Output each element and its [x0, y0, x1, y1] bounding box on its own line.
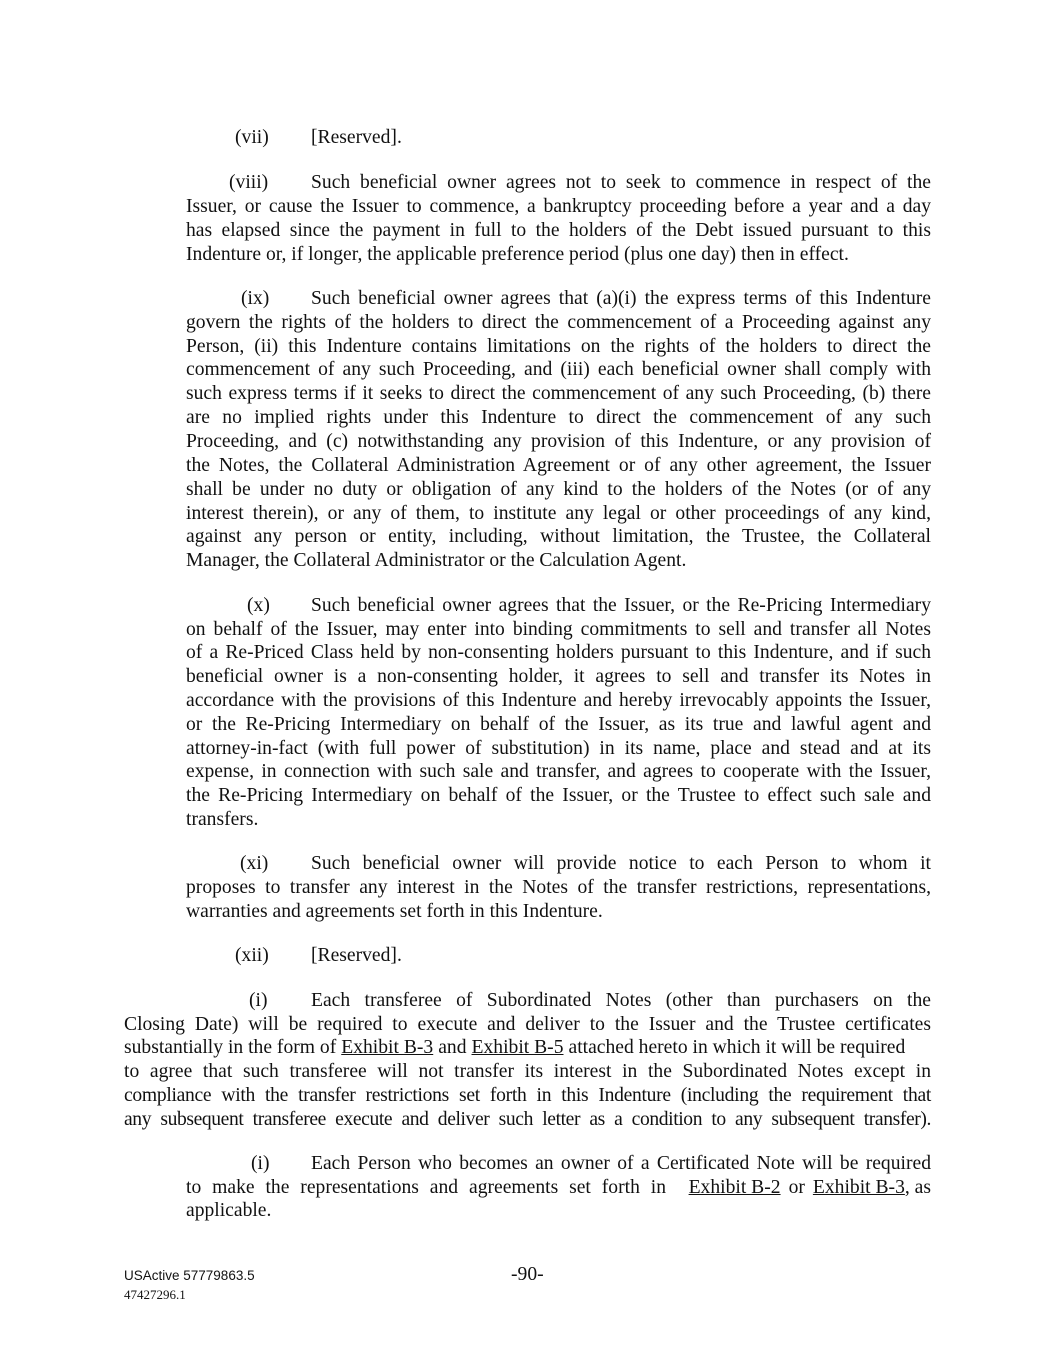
- clause-text-line: Each transferee of Subordinated Notes (other than purchasers on the: [311, 990, 931, 1011]
- clause-text-line: interest therein), or any of them, to institute any legal or other proceedings of any kind,: [186, 503, 931, 524]
- text-segment: or: [788, 1177, 805, 1198]
- clause-text-line: Closing Date) will be required to execute and deliver to the Issuer and the Trustee certificates: [124, 1014, 931, 1035]
- text-segment: substantially in the form of: [124, 1037, 337, 1058]
- clause-text-line: expense, in connection with such sale and transfer, and agrees to cooperate with the Issuer,: [186, 761, 931, 782]
- clause-text-line: Such beneficial owner agrees that (a)(i) the express terms of this Indenture: [311, 288, 931, 309]
- clause-text-line: attorney-in-fact (with full power of substitution) in its name, place and stead and at its: [186, 738, 931, 759]
- exhibit-b2-link[interactable]: Exhibit B-2: [688, 1177, 781, 1198]
- clause-text: [Reserved].: [311, 127, 402, 148]
- text-segment: to make the representations and agreements set forth in: [186, 1177, 667, 1198]
- clause-text-line: Issuer, or cause the Issuer to commence, a bankruptcy proceeding before a year and a day: [186, 196, 931, 217]
- clause-text-line: shall be under no duty or obligation of any kind to the holders of the Notes (or of any: [186, 479, 931, 500]
- text-segment: and: [438, 1037, 467, 1058]
- clause-text: [Reserved].: [311, 945, 402, 966]
- clause-text-line: accordance with the provisions of this Indenture and hereby irrevocably appoints the Issuer,: [186, 690, 931, 711]
- clause-text-line: Person, (ii) this Indenture contains limitations on the rights of the holders to direct the: [186, 336, 931, 357]
- clause-text-line: transfers.: [186, 809, 259, 830]
- clause-text-line: beneficial owner is a non-consenting holder, it agrees to sell and transfer its Notes in: [186, 666, 931, 687]
- clause-label: (xii): [235, 945, 269, 966]
- clause-text-line: Indenture or, if longer, the applicable preference period (plus one day) then in effect.: [186, 244, 849, 265]
- document-id-secondary: 47427296.1: [124, 1287, 186, 1302]
- clause-text-line: has elapsed since the payment in full to the holders of the Debt issued pursuant to this: [186, 220, 931, 241]
- clause-label: (xi): [240, 853, 269, 874]
- text-segment: attached hereto in which it will be required: [568, 1037, 906, 1058]
- clause-label: (x): [247, 595, 270, 616]
- clause-text-line: applicable.: [186, 1200, 272, 1221]
- page-number: -90-: [511, 1264, 544, 1285]
- clause-label: (ix): [241, 288, 270, 309]
- clause-label: (i): [251, 1153, 270, 1174]
- clause-text-line: of a Re-Priced Class held by non-consenting holders pursuant to this Indenture, and if such: [186, 642, 931, 663]
- clause-text-line: Each Person who becomes an owner of a Certificated Note will be required: [311, 1153, 931, 1174]
- clause-text-line: proposes to transfer any interest in the Notes of the transfer restrictions, representations,: [186, 877, 931, 898]
- clause-text-line: Such beneficial owner will provide notice to each Person to whom it: [311, 853, 931, 874]
- clause-label: (i): [249, 990, 268, 1011]
- clause-label: (vii): [235, 127, 269, 148]
- clause-text-line: are no implied rights under this Indenture to direct the commencement of any such: [186, 407, 931, 428]
- clause-text-line: [124, 1036, 931, 1060]
- clause-text-line: Such beneficial owner agrees that the Issuer, or the Re-Pricing Intermediary: [311, 595, 931, 616]
- clause-text-line: such express terms if it seeks to direct the commencement of any such Proceeding, (b) there: [186, 383, 931, 404]
- exhibit-b3-link[interactable]: Exhibit B-3: [812, 1177, 905, 1198]
- clause-text-line: warranties and agreements set forth in this Indenture.: [186, 901, 603, 922]
- line-segment: [124, 1036, 905, 1060]
- exhibit-b3-link[interactable]: Exhibit B-3: [341, 1037, 434, 1058]
- clause-text-line: to agree that such transferee will not transfer its interest in the Subordinated Notes except in: [124, 1061, 931, 1082]
- clause-text-line: compliance with the transfer restrictions set forth in this Indenture (including the requirement that: [124, 1085, 931, 1106]
- clause-text-line: on behalf of the Issuer, may enter into binding commitments to sell and transfer all Notes: [186, 619, 931, 640]
- clause-text-line: Such beneficial owner agrees not to seek to commence in respect of the: [311, 172, 931, 193]
- clause-text-line: against any person or entity, including, without limitation, the Trustee, the Collateral: [186, 526, 931, 547]
- document-id: USActive 57779863.5: [124, 1268, 255, 1283]
- clause-text-line: commencement of any such Proceeding, and (iii) each beneficial owner shall comply with: [186, 359, 931, 380]
- line-segment: [689, 1176, 931, 1200]
- clause-label: (viii): [229, 172, 269, 193]
- clause-text-line: the Notes, the Collateral Administration Agreement or of any other agreement, the Issuer: [186, 455, 931, 476]
- clause-text-line: Manager, the Collateral Administrator or the Calculation Agent.: [186, 550, 687, 571]
- exhibit-b5-link[interactable]: Exhibit B-5: [471, 1037, 564, 1058]
- clause-text-line: or the Re-Pricing Intermediary on behalf of the Issuer, as its true and lawful agent and: [186, 714, 931, 735]
- clause-text-line: the Re-Pricing Intermediary on behalf of the Issuer, or the Trustee to effect such sale and: [186, 785, 931, 806]
- clause-text-line: Proceeding, and (c) notwithstanding any provision of this Indenture, or any provision of: [186, 431, 931, 452]
- text-segment: , as: [904, 1177, 931, 1198]
- line-segment: [813, 1176, 931, 1200]
- clause-text-line: any subsequent transferee execute and deliver such letter as a condition to any subsequent transfer).: [124, 1109, 931, 1130]
- clause-text-line: [186, 1176, 931, 1200]
- clause-text-line: govern the rights of the holders to direct the commencement of a Proceeding against any: [186, 312, 931, 333]
